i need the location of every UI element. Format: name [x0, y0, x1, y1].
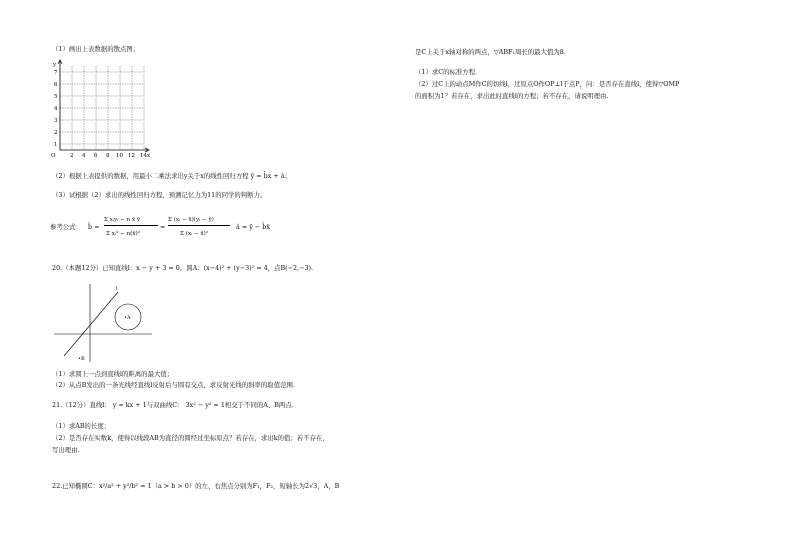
question-20-part-2: （2）从点B发出的一条光线经直线l反射后与圆有交点，求反射光线的斜率的取值范围. [52, 381, 295, 389]
question-19-part-1: （1）画出上表数据的散点图； [52, 45, 140, 53]
y-tick: 1 [54, 142, 58, 148]
question-22-part-2: （2）过C上的动点M作C的切线l，过原点O作OP⊥l于点P，问：是否存在直线l，使得▽OMP [415, 80, 680, 88]
question-21-part-2: （2）是否存在实数k，使得以线段AB为直径的圆经过坐标原点？若存在，求出k的值；若不存在， [52, 434, 329, 442]
question-22-part-2-continued: 的面积为1？若存在，求出此时直线l的方程；若不存在，请说明理由. [415, 92, 609, 100]
question-21: 21.（12分）直线l： y = kx + 1与双曲线C： 3x² − y² = 1相交于不同的A、B两点. [52, 401, 294, 409]
formula-numerator-1: Σ xᵢyᵢ − n x̄ ȳ [104, 217, 141, 223]
question-20-part-1: （1）求圆上一点到直线l的距离的最大值； [52, 370, 174, 378]
y-tick: 2 [54, 130, 58, 136]
line-l-label: l [116, 286, 118, 292]
y-tick: 7 [54, 70, 58, 76]
fraction-bar [104, 225, 158, 226]
reference-formula: 参考公式： b̂ = Σ xᵢyᵢ − n x̄ ȳ Σ xᵢ² − n(x̄)² = Σ (xᵢ − x̄)(yᵢ − ȳ) Σ (xᵢ − x̄)² â = ȳ − b̂x̄ [50, 217, 270, 237]
question-21-part-1: （1）求AB的长度； [52, 422, 111, 430]
question-22-part-1: （1）求C的标准方程. [415, 68, 478, 76]
question-19-part-2: （2）根据上表提供的数据，用最小二乘法求出y关于x的线性回归方程 ŷ = b̂x + â； [52, 172, 291, 180]
y-tick: 3 [54, 118, 58, 124]
question-20-figure [52, 282, 162, 364]
point-b-label: •B [78, 356, 85, 362]
x-tick: 6 [94, 153, 98, 159]
formula-denominator-2: Σ (xᵢ − x̄)² [180, 231, 209, 237]
y-axis-label: y [53, 62, 57, 68]
formula-denominator-1: Σ xᵢ² − n(x̄)² [106, 231, 140, 237]
x-tick: 8 [106, 153, 110, 159]
point-a-label: •A [124, 315, 131, 321]
scatter-plot-grid [48, 58, 152, 162]
y-tick: 6 [54, 82, 58, 88]
y-tick: 4 [54, 106, 58, 112]
x-tick: 12 [128, 153, 135, 159]
x-tick: 10 [116, 153, 123, 159]
origin-label: O [51, 153, 56, 159]
x-tick: 14 [140, 153, 147, 159]
formula-a-hat: â = ȳ − b̂x̄ [236, 223, 270, 231]
question-22: 22.已知椭圆C：x²/a² + y²/b² = 1（a > b > 0）的左、右焦点分别为F₁，F₂，短轴长为2√3，A，B [52, 482, 340, 490]
question-20: 20.（本题12分）已知直线l：x − y + 3 = 0，圆A：(x−4)² + (y−3)² = 4，点B(−2,−3). [52, 264, 314, 272]
formula-numerator-2: Σ (xᵢ − x̄)(yᵢ − ȳ) [168, 217, 214, 223]
x-tick: 4 [82, 153, 86, 159]
question-19-part-3: （3）试根据（2）求出的线性回归方程，预测记忆力为11的同学的判断力。 [52, 191, 267, 199]
formula-b-hat: b̂ = [88, 223, 100, 231]
formula-label: 参考公式： [50, 223, 82, 231]
y-tick: 5 [54, 94, 58, 100]
question-21-part-2-continued: 写出理由. [52, 446, 80, 454]
x-tick: 2 [70, 153, 74, 159]
fraction-bar [168, 225, 230, 226]
question-22-continued: 是C上关于x轴对称的两点，▽ABF₁周长的最大值为8. [415, 48, 566, 56]
x-axis-label: x [147, 153, 151, 159]
